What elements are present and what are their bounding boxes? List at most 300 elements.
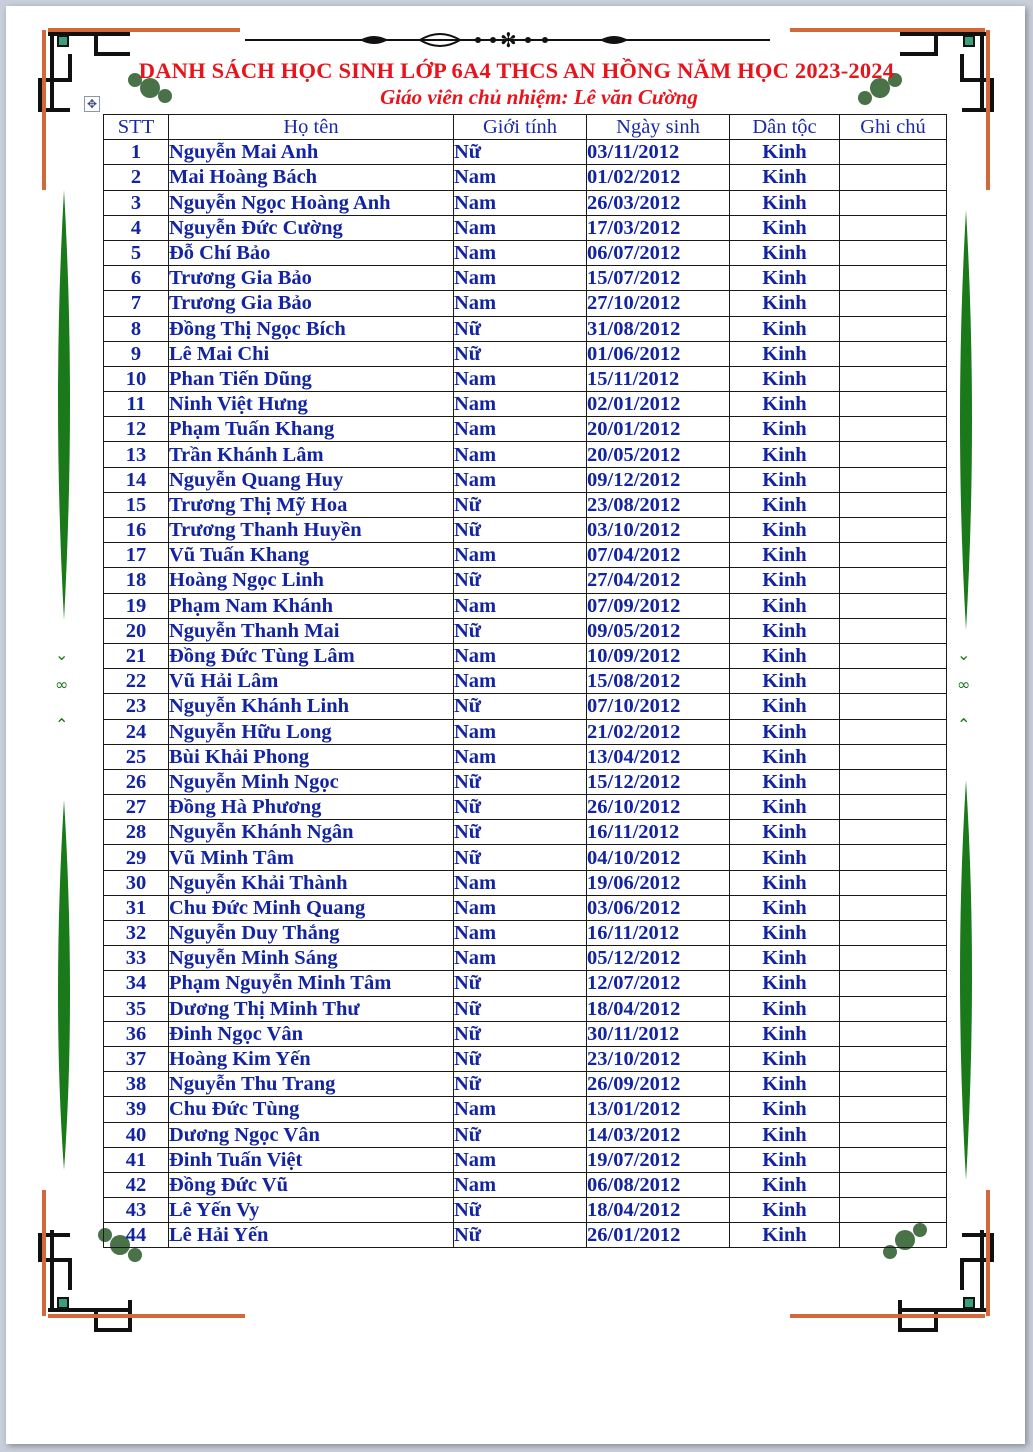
cell-ethnicity: Kinh [730, 165, 840, 190]
cell-note [840, 341, 947, 366]
cell-note [840, 543, 947, 568]
table-row [104, 593, 947, 618]
cell-ethnicity: Kinh [730, 971, 840, 996]
cell-stt: 2 [104, 165, 169, 190]
cell-gender: Nam [454, 719, 587, 744]
header-stt: STT [104, 115, 169, 140]
cell-ethnicity: Kinh [730, 820, 840, 845]
table-row [104, 921, 947, 946]
cell-name: Lê Mai Chi [169, 341, 454, 366]
cell-dob: 06/07/2012 [587, 240, 730, 265]
cell-dob: 18/04/2012 [587, 996, 730, 1021]
cell-name: Lê Yến Vy [169, 1198, 454, 1223]
cell-note [840, 795, 947, 820]
cell-gender: Nam [454, 215, 587, 240]
table-row [104, 1198, 947, 1223]
cell-name: Trương Thanh Huyền [169, 518, 454, 543]
table-row [104, 442, 947, 467]
cell-name: Chu Đức Minh Quang [169, 895, 454, 920]
cell-note [840, 240, 947, 265]
cell-name: Nguyễn Ngọc Hoàng Anh [169, 190, 454, 215]
cell-name: Chu Đức Tùng [169, 1097, 454, 1122]
svg-text:✻: ✻ [500, 28, 517, 52]
table-row [104, 971, 947, 996]
cell-note [840, 845, 947, 870]
cell-ethnicity: Kinh [730, 618, 840, 643]
table-row [104, 1122, 947, 1147]
cell-name: Đồng Thị Ngọc Bích [169, 316, 454, 341]
cell-gender: Nam [454, 442, 587, 467]
cell-name: Nguyễn Hữu Long [169, 719, 454, 744]
cell-note [840, 1072, 947, 1097]
cell-stt: 37 [104, 1046, 169, 1071]
cell-dob: 04/10/2012 [587, 845, 730, 870]
cell-stt: 43 [104, 1198, 169, 1223]
cell-ethnicity: Kinh [730, 1072, 840, 1097]
cell-dob: 01/02/2012 [587, 165, 730, 190]
cell-dob: 07/10/2012 [587, 694, 730, 719]
cell-name: Hoàng Kim Yến [169, 1046, 454, 1071]
table-row [104, 996, 947, 1021]
cell-note [840, 744, 947, 769]
cell-dob: 15/07/2012 [587, 266, 730, 291]
cell-stt: 27 [104, 795, 169, 820]
cell-name: Trương Gia Bảo [169, 266, 454, 291]
cell-dob: 26/01/2012 [587, 1223, 730, 1248]
cell-note [840, 870, 947, 895]
cell-note [840, 291, 947, 316]
table-row [104, 366, 947, 391]
cell-note [840, 694, 947, 719]
cell-dob: 13/04/2012 [587, 744, 730, 769]
cell-ethnicity: Kinh [730, 946, 840, 971]
cell-gender: Nam [454, 467, 587, 492]
cell-note [840, 266, 947, 291]
cell-stt: 6 [104, 266, 169, 291]
cell-ethnicity: Kinh [730, 417, 840, 442]
cell-stt: 7 [104, 291, 169, 316]
cell-name: Nguyễn Khánh Linh [169, 694, 454, 719]
cell-stt: 34 [104, 971, 169, 996]
cell-gender: Nam [454, 1097, 587, 1122]
cell-note [840, 492, 947, 517]
cell-note [840, 518, 947, 543]
cell-note [840, 1021, 947, 1046]
cell-name: Vũ Hải Lâm [169, 669, 454, 694]
cell-dob: 02/01/2012 [587, 392, 730, 417]
cell-ethnicity: Kinh [730, 492, 840, 517]
cell-dob: 23/10/2012 [587, 1046, 730, 1071]
cell-gender: Nam [454, 392, 587, 417]
cell-note [840, 1172, 947, 1197]
cell-ethnicity: Kinh [730, 845, 840, 870]
cell-gender: Nam [454, 1147, 587, 1172]
cell-gender: Nữ [454, 1223, 587, 1248]
cell-note [840, 1046, 947, 1071]
cell-dob: 21/02/2012 [587, 719, 730, 744]
cell-name: Đinh Ngọc Vân [169, 1021, 454, 1046]
cell-gender: Nam [454, 895, 587, 920]
cell-dob: 09/12/2012 [587, 467, 730, 492]
cell-note [840, 1198, 947, 1223]
cell-ethnicity: Kinh [730, 1122, 840, 1147]
cell-ethnicity: Kinh [730, 190, 840, 215]
table-body [104, 140, 947, 1248]
table-row [104, 215, 947, 240]
cell-dob: 17/03/2012 [587, 215, 730, 240]
cell-ethnicity: Kinh [730, 316, 840, 341]
cell-dob: 05/12/2012 [587, 946, 730, 971]
table-row [104, 820, 947, 845]
cell-stt: 4 [104, 215, 169, 240]
table-row [104, 946, 947, 971]
table-row [104, 341, 947, 366]
cell-ethnicity: Kinh [730, 870, 840, 895]
cell-ethnicity: Kinh [730, 266, 840, 291]
table-row [104, 291, 947, 316]
cell-stt: 20 [104, 618, 169, 643]
cell-note [840, 1097, 947, 1122]
cell-name: Ninh Việt Hưng [169, 392, 454, 417]
cell-gender: Nam [454, 921, 587, 946]
cell-note [840, 618, 947, 643]
table-row [104, 795, 947, 820]
cell-dob: 03/10/2012 [587, 518, 730, 543]
cell-stt: 44 [104, 1223, 169, 1248]
cell-dob: 27/10/2012 [587, 291, 730, 316]
cell-name: Đồng Đức Vũ [169, 1172, 454, 1197]
cell-dob: 23/08/2012 [587, 492, 730, 517]
cell-name: Nguyễn Đức Cường [169, 215, 454, 240]
header-dob: Ngày sinh [587, 115, 730, 140]
cell-gender: Nữ [454, 518, 587, 543]
cell-name: Vũ Minh Tâm [169, 845, 454, 870]
scroll-ornament-icon [245, 28, 770, 52]
cell-ethnicity: Kinh [730, 341, 840, 366]
cell-gender: Nam [454, 643, 587, 668]
cell-stt: 36 [104, 1021, 169, 1046]
cell-ethnicity: Kinh [730, 1021, 840, 1046]
cell-ethnicity: Kinh [730, 518, 840, 543]
cell-note [840, 719, 947, 744]
vine-ornament-icon [957, 210, 972, 1180]
svg-text:⌄: ⌄ [957, 645, 971, 664]
cell-name: Trần Khánh Lâm [169, 442, 454, 467]
cell-dob: 26/03/2012 [587, 190, 730, 215]
table-row [104, 744, 947, 769]
table-row [104, 719, 947, 744]
cell-gender: Nam [454, 190, 587, 215]
cell-stt: 13 [104, 442, 169, 467]
table-row [104, 669, 947, 694]
cell-note [840, 643, 947, 668]
cell-stt: 16 [104, 518, 169, 543]
cell-dob: 20/01/2012 [587, 417, 730, 442]
cell-name: Nguyễn Khánh Ngân [169, 820, 454, 845]
table-row [104, 769, 947, 794]
cell-stt: 21 [104, 643, 169, 668]
cell-name: Phạm Nguyễn Minh Tâm [169, 971, 454, 996]
cell-ethnicity: Kinh [730, 1223, 840, 1248]
cell-note [840, 165, 947, 190]
svg-text:⌄: ⌄ [55, 645, 69, 664]
cell-gender: Nam [454, 744, 587, 769]
cell-ethnicity: Kinh [730, 769, 840, 794]
cell-dob: 13/01/2012 [587, 1097, 730, 1122]
cell-gender: Nữ [454, 316, 587, 341]
cell-dob: 16/11/2012 [587, 820, 730, 845]
cell-gender: Nữ [454, 795, 587, 820]
cell-stt: 12 [104, 417, 169, 442]
cell-note [840, 215, 947, 240]
table-row [104, 1223, 947, 1248]
table-row [104, 870, 947, 895]
table-row [104, 618, 947, 643]
cell-dob: 15/11/2012 [587, 366, 730, 391]
cell-ethnicity: Kinh [730, 366, 840, 391]
cell-gender: Nữ [454, 820, 587, 845]
svg-text:∞: ∞ [55, 675, 69, 694]
cell-gender: Nữ [454, 1072, 587, 1097]
cell-gender: Nữ [454, 971, 587, 996]
cell-gender: Nữ [454, 996, 587, 1021]
cell-stt: 15 [104, 492, 169, 517]
cell-dob: 20/05/2012 [587, 442, 730, 467]
cell-note [840, 820, 947, 845]
cell-gender: Nữ [454, 694, 587, 719]
cell-note [840, 190, 947, 215]
cell-dob: 19/06/2012 [587, 870, 730, 895]
cell-dob: 03/06/2012 [587, 895, 730, 920]
cell-dob: 18/04/2012 [587, 1198, 730, 1223]
cell-gender: Nam [454, 366, 587, 391]
cell-name: Phạm Nam Khánh [169, 593, 454, 618]
cell-gender: Nữ [454, 1046, 587, 1071]
cell-gender: Nam [454, 240, 587, 265]
cell-ethnicity: Kinh [730, 719, 840, 744]
cell-name: Bùi Khải Phong [169, 744, 454, 769]
header-gender: Giới tính [454, 115, 587, 140]
cell-stt: 41 [104, 1147, 169, 1172]
table-row [104, 543, 947, 568]
cell-ethnicity: Kinh [730, 744, 840, 769]
vine-ornament-icon [55, 190, 70, 1170]
cell-stt: 10 [104, 366, 169, 391]
cell-name: Phan Tiến Dũng [169, 366, 454, 391]
table-row [104, 140, 947, 165]
cell-ethnicity: Kinh [730, 643, 840, 668]
cell-gender: Nam [454, 266, 587, 291]
cell-ethnicity: Kinh [730, 215, 840, 240]
table-row [104, 417, 947, 442]
cell-name: Đồng Hà Phương [169, 795, 454, 820]
cell-gender: Nam [454, 870, 587, 895]
cell-note [840, 971, 947, 996]
cell-stt: 33 [104, 946, 169, 971]
cell-stt: 8 [104, 316, 169, 341]
header-note: Ghi chú [840, 115, 947, 140]
cell-ethnicity: Kinh [730, 795, 840, 820]
table-row [104, 190, 947, 215]
cell-stt: 17 [104, 543, 169, 568]
cell-stt: 1 [104, 140, 169, 165]
cell-dob: 06/08/2012 [587, 1172, 730, 1197]
cell-ethnicity: Kinh [730, 1097, 840, 1122]
cell-note [840, 921, 947, 946]
cell-gender: Nữ [454, 1122, 587, 1147]
cell-dob: 10/09/2012 [587, 643, 730, 668]
table-row [104, 492, 947, 517]
svg-text:⌃: ⌃ [55, 715, 69, 734]
table-row [104, 392, 947, 417]
cell-ethnicity: Kinh [730, 1172, 840, 1197]
cell-stt: 28 [104, 820, 169, 845]
cell-stt: 30 [104, 870, 169, 895]
cell-stt: 19 [104, 593, 169, 618]
cell-ethnicity: Kinh [730, 291, 840, 316]
cell-ethnicity: Kinh [730, 694, 840, 719]
cell-ethnicity: Kinh [730, 1046, 840, 1071]
cell-note [840, 996, 947, 1021]
cell-dob: 31/08/2012 [587, 316, 730, 341]
cell-ethnicity: Kinh [730, 593, 840, 618]
cell-stt: 42 [104, 1172, 169, 1197]
cell-gender: Nam [454, 593, 587, 618]
cell-gender: Nữ [454, 1198, 587, 1223]
cell-gender: Nữ [454, 769, 587, 794]
table-row [104, 568, 947, 593]
cell-stt: 5 [104, 240, 169, 265]
cell-name: Nguyễn Thanh Mai [169, 618, 454, 643]
cell-name: Nguyễn Khải Thành [169, 870, 454, 895]
cell-name: Mai Hoàng Bách [169, 165, 454, 190]
cell-gender: Nam [454, 1172, 587, 1197]
table-row [104, 1021, 947, 1046]
homeroom-teacher: Giáo viên chủ nhiệm: Lê văn Cường [380, 85, 698, 109]
cell-stt: 22 [104, 669, 169, 694]
cell-ethnicity: Kinh [730, 467, 840, 492]
cell-name: Nguyễn Minh Sáng [169, 946, 454, 971]
cell-gender: Nam [454, 417, 587, 442]
cell-stt: 31 [104, 895, 169, 920]
cell-note [840, 1147, 947, 1172]
table-row [104, 1147, 947, 1172]
cell-stt: 26 [104, 769, 169, 794]
cell-note [840, 568, 947, 593]
cell-stt: 23 [104, 694, 169, 719]
cell-dob: 09/05/2012 [587, 618, 730, 643]
table-row [104, 240, 947, 265]
table-row [104, 518, 947, 543]
cell-ethnicity: Kinh [730, 568, 840, 593]
cell-dob: 03/11/2012 [587, 140, 730, 165]
cell-ethnicity: Kinh [730, 921, 840, 946]
cell-ethnicity: Kinh [730, 1198, 840, 1223]
cell-dob: 16/11/2012 [587, 921, 730, 946]
cell-note [840, 392, 947, 417]
cell-name: Nguyễn Mai Anh [169, 140, 454, 165]
cell-gender: Nam [454, 543, 587, 568]
table-row [104, 845, 947, 870]
table-row [104, 165, 947, 190]
cell-gender: Nữ [454, 845, 587, 870]
document-title: DANH SÁCH HỌC SINH LỚP 6A4 THCS AN HỒNG NĂM HỌC 2023-2024 [138, 58, 895, 83]
header-name: Họ tên [169, 115, 454, 140]
cell-name: Nguyễn Minh Ngọc [169, 769, 454, 794]
cell-dob: 26/10/2012 [587, 795, 730, 820]
table-row [104, 1046, 947, 1071]
cell-note [840, 140, 947, 165]
cell-dob: 12/07/2012 [587, 971, 730, 996]
cell-gender: Nữ [454, 492, 587, 517]
cell-note [840, 769, 947, 794]
cell-name: Trương Gia Bảo [169, 291, 454, 316]
cell-ethnicity: Kinh [730, 895, 840, 920]
cell-dob: 15/08/2012 [587, 669, 730, 694]
cell-note [840, 946, 947, 971]
table-row [104, 694, 947, 719]
cell-note [840, 366, 947, 391]
table-move-handle-icon[interactable]: ✥ [84, 96, 100, 112]
cell-note [840, 593, 947, 618]
cell-stt: 3 [104, 190, 169, 215]
cell-gender: Nữ [454, 140, 587, 165]
svg-text:∞: ∞ [957, 675, 971, 694]
table-row [104, 467, 947, 492]
cell-dob: 27/04/2012 [587, 568, 730, 593]
table-row [104, 1172, 947, 1197]
cell-name: Nguyễn Thu Trang [169, 1072, 454, 1097]
cell-name: Lê Hải Yến [169, 1223, 454, 1248]
cell-dob: 01/06/2012 [587, 341, 730, 366]
cell-gender: Nữ [454, 618, 587, 643]
cell-dob: 30/11/2012 [587, 1021, 730, 1046]
cell-stt: 14 [104, 467, 169, 492]
cell-ethnicity: Kinh [730, 996, 840, 1021]
cell-dob: 07/04/2012 [587, 543, 730, 568]
cell-note [840, 895, 947, 920]
cell-stt: 24 [104, 719, 169, 744]
cell-ethnicity: Kinh [730, 392, 840, 417]
cell-ethnicity: Kinh [730, 140, 840, 165]
cell-note [840, 442, 947, 467]
table-header-row [104, 115, 947, 140]
table-row [104, 643, 947, 668]
cell-note [840, 669, 947, 694]
cell-note [840, 417, 947, 442]
cell-name: Dương Thị Minh Thư [169, 996, 454, 1021]
cell-ethnicity: Kinh [730, 1147, 840, 1172]
cell-dob: 15/12/2012 [587, 769, 730, 794]
cell-stt: 29 [104, 845, 169, 870]
cell-ethnicity: Kinh [730, 240, 840, 265]
cell-stt: 25 [104, 744, 169, 769]
cell-name: Trương Thị Mỹ Hoa [169, 492, 454, 517]
table-row [104, 266, 947, 291]
cell-name: Dương Ngọc Vân [169, 1122, 454, 1147]
svg-text:⌃: ⌃ [957, 715, 971, 734]
cell-ethnicity: Kinh [730, 543, 840, 568]
cell-name: Đồng Đức Tùng Lâm [169, 643, 454, 668]
cell-stt: 40 [104, 1122, 169, 1147]
cell-name: Nguyễn Quang Huy [169, 467, 454, 492]
cell-dob: 26/09/2012 [587, 1072, 730, 1097]
cell-stt: 35 [104, 996, 169, 1021]
cell-dob: 19/07/2012 [587, 1147, 730, 1172]
cell-note [840, 1223, 947, 1248]
cell-name: Phạm Tuấn Khang [169, 417, 454, 442]
cell-name: Đỗ Chí Bảo [169, 240, 454, 265]
